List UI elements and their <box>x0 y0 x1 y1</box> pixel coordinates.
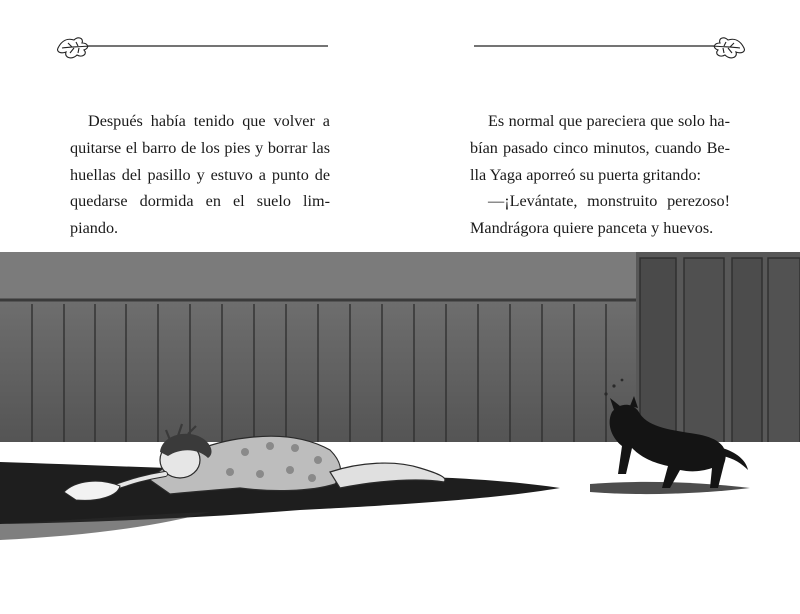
page-ornament-left <box>52 30 332 62</box>
leaf-flourish-icon <box>712 38 744 58</box>
illustration <box>0 252 800 614</box>
right-page-text <box>470 108 730 242</box>
dialogue-paragraph: —¡Levántate, monstruito perezoso! Mandrágora quiere panceta y huevos. <box>470 192 730 238</box>
leaf-flourish-icon <box>58 38 90 58</box>
page-ornament-right <box>470 30 750 62</box>
paragraph: Después había tenido que volver a quitarse el barro de los pies y borrar las huellas del pasillo y estuvo a punto de quedarse dormida en el suelo limpiando. <box>70 112 330 238</box>
paragraph: Es normal que pareciera que solo habían pasado cinco minutos, cuando Bella Yaga aporreó su puerta gritando: <box>470 112 730 184</box>
left-page-text <box>70 108 330 242</box>
